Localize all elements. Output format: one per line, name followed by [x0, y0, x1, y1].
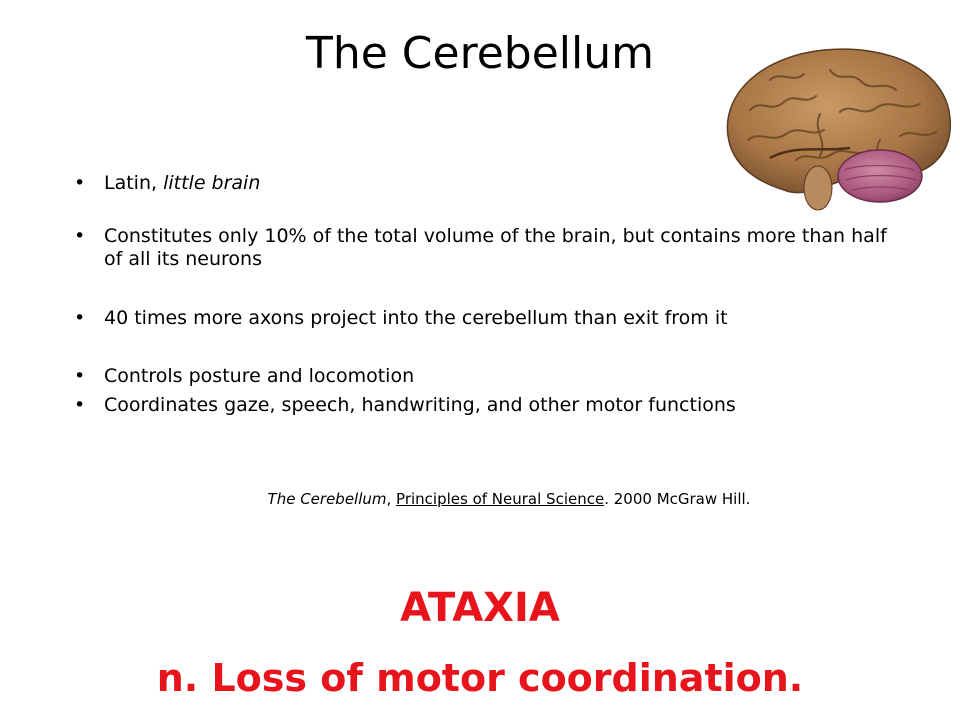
slide-title: The Cerebellum	[305, 28, 654, 79]
bullet-item	[72, 172, 902, 195]
citation-rest: . 2000 McGraw Hill.	[604, 490, 751, 508]
bullet-item: • Controls posture and locomotion	[72, 365, 902, 388]
bullet-text: Latin,	[104, 172, 164, 194]
citation	[0, 490, 960, 508]
citation-work: The Cerebellum	[267, 490, 387, 508]
citation-book: Principles of Neural Science	[396, 490, 605, 508]
term-definition: n. Loss of motor coordination.	[156, 656, 804, 700]
bullet-item: • Coordinates gaze, speech, handwriting, and other motor functions	[72, 394, 902, 417]
term-heading: ATAXIA	[400, 585, 560, 631]
bullet-list	[72, 172, 902, 417]
bullet-emphasis: little brain	[163, 172, 261, 194]
bullet-item: • Constitutes only 10% of the total volume of the brain, but contains more than half of all its neurons	[72, 225, 902, 271]
citation-sep: ,	[386, 490, 397, 508]
bullet-item: • 40 times more axons project into the cerebellum than exit from it	[72, 307, 902, 330]
